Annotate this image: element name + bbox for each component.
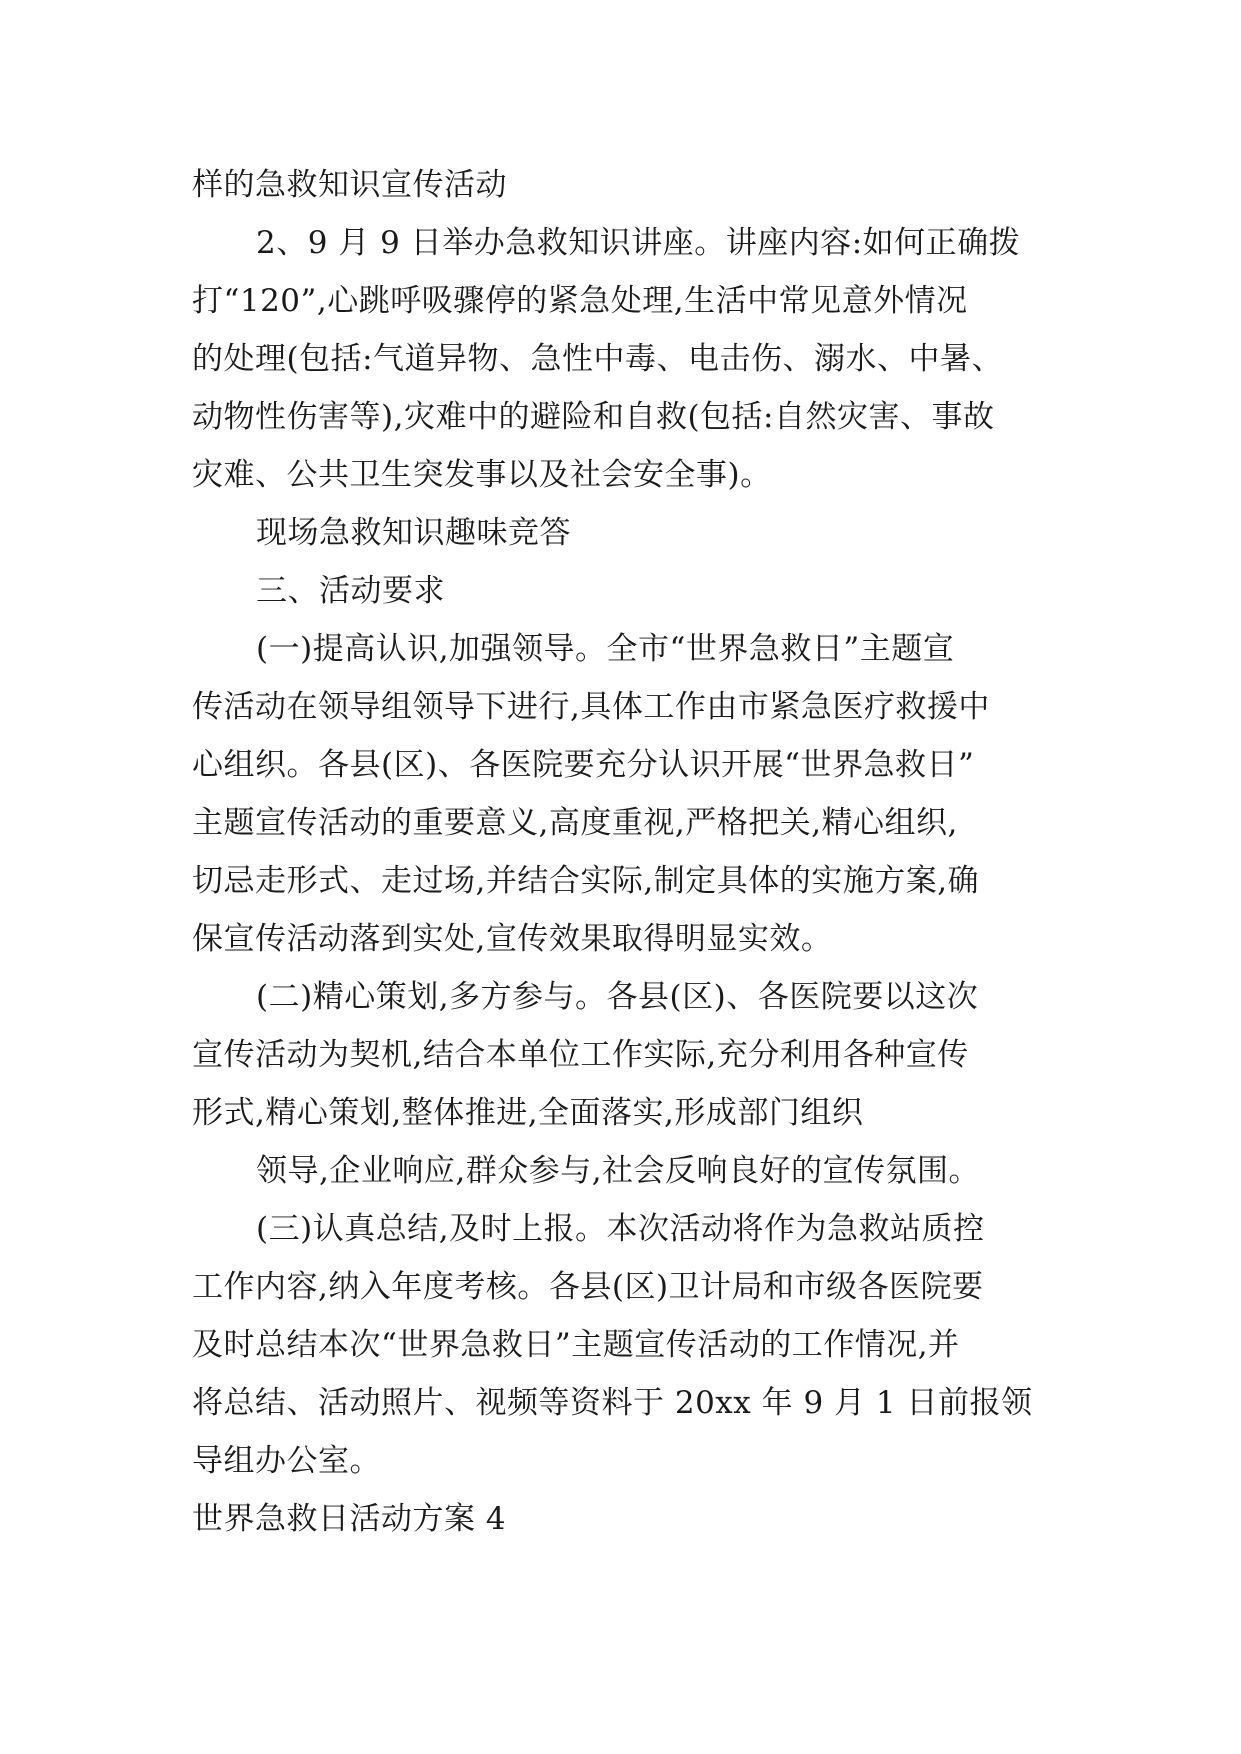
text-line: 灾难、公共卫生突发事以及社会安全事)。: [192, 457, 772, 493]
text-line: 三、活动要求: [256, 573, 445, 609]
text-line: 宣传活动为契机,结合本单位工作实际,充分利用各种宣传: [192, 1037, 969, 1073]
text-line: 工作内容,纳入年度考核。各县(区)卫计局和市级各医院要: [192, 1269, 984, 1305]
text-line: 主题宣传活动的重要意义,高度重视,严格把关,精心组织,: [192, 805, 958, 841]
section-heading: 世界急救日活动方案 4: [192, 1501, 507, 1537]
text-line: (二)精心策划,多方参与。各县(区)、各医院要以这次: [256, 979, 979, 1015]
text-line: (三)认真总结,及时上报。本次活动将作为急救站质控: [256, 1211, 985, 1247]
text-line: 形式,精心策划,整体推进,全面落实,形成部门组织: [192, 1095, 864, 1131]
text-line: 动物性伤害等),灾难中的避险和自救(包括:自然灾害、事故: [192, 399, 995, 435]
text-line: 领导,企业响应,群众参与,社会反响良好的宣传氛围。: [256, 1153, 981, 1189]
text-line: 心组织。各县(区)、各医院要充分认识开展“世界急救日”: [192, 747, 975, 783]
text-line: 的处理(包括:气道异物、急性中毒、电击伤、溺水、中暑、: [192, 341, 1004, 377]
text-line: 保宣传活动落到实处,宣传效果取得明显实效。: [192, 921, 833, 957]
text-line: 2、9 月 9 日举办急救知识讲座。讲座内容:如何正确拨: [256, 225, 1021, 261]
text-line: 打“120”,心跳呼吸骤停的紧急处理,生活中常见意外情况: [192, 283, 968, 319]
text-line: 及时总结本次“世界急救日”主题宣传活动的工作情况,并: [192, 1327, 960, 1363]
text-line: 导组办公室。: [192, 1443, 381, 1479]
text-line: 将总结、活动照片、视频等资料于 20xx 年 9 月 1 日前报领: [192, 1385, 1033, 1421]
text-line: (一)提高认识,加强领导。全市“世界急救日”主题宣: [256, 631, 955, 667]
text-line: 切忌走形式、走过场,并结合实际,制定具体的实施方案,确: [192, 863, 980, 899]
document-body: [192, 156, 1052, 1548]
text-line: 现场急救知识趣味竞答: [256, 515, 571, 551]
text-line: 样的急救知识宣传活动: [192, 167, 507, 203]
text-line: 传活动在领导组领导下进行,具体工作由市紧急医疗救援中: [192, 689, 990, 725]
